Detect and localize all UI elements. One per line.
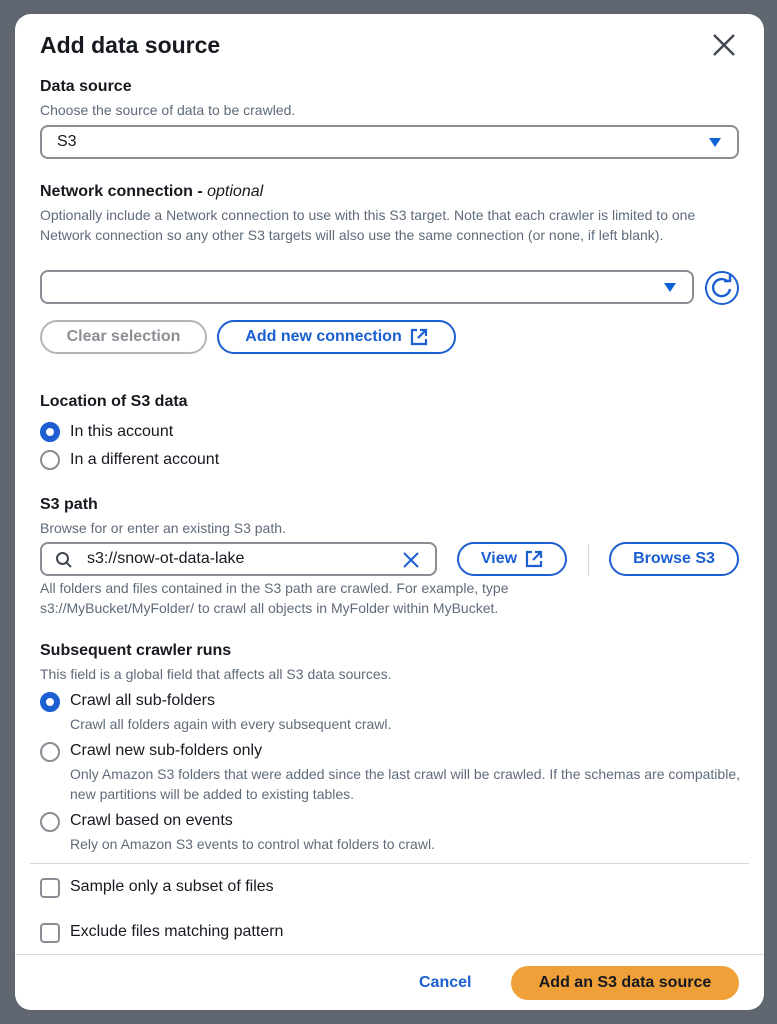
external-link-icon [410,328,428,346]
view-button[interactable] [457,542,567,576]
location-label: Location of S3 data [40,393,188,410]
radio-crawl-events[interactable] [40,812,60,832]
caret-down-icon [664,283,676,292]
browse-s3-button[interactable] [609,542,739,576]
checkbox-sample-subset[interactable] [40,878,60,898]
radio-description: Crawl all folders again with every subsequent crawl. [70,716,392,732]
divider [30,863,749,864]
radio-label: Crawl new sub-folders only [70,742,263,759]
network-label-text: Network connection - [40,183,208,200]
checkbox-exclude-pattern[interactable] [40,923,60,943]
s3-path-value: s3://snow-ot-data-lake [87,550,245,567]
divider [588,544,589,576]
cancel-button[interactable]: Cancel [419,974,472,991]
view-label: View [480,550,518,567]
external-link-icon [525,550,543,568]
add-s3-data-source-button[interactable]: Add an S3 data source [511,966,739,1000]
subsequent-runs-description: This field is a global field that affects all S3 data sources. [40,666,392,682]
network-connection-select[interactable] [40,270,694,304]
radio-different-account[interactable] [40,450,60,470]
network-connection-label [40,183,263,201]
clear-selection-label: Clear selection [66,328,181,345]
refresh-icon[interactable] [704,270,740,306]
search-icon [55,551,73,569]
browse-s3-label: Browse S3 [633,550,715,567]
checkbox-label: Sample only a subset of files [70,878,274,895]
radio-label: Crawl based on events [70,812,233,829]
network-connection-description: Optionally include a Network connection to use with this S3 target. Note that each crawler is limited to one Network connection so any other S3 targets will also use the same connection (or none, if left blank). [40,207,696,243]
radio-description: Rely on Amazon S3 events to control what folders to crawl. [70,836,435,852]
data-source-value: S3 [57,133,77,150]
clear-selection-button[interactable] [40,320,207,354]
radio-label: In this account [70,423,174,440]
radio-crawl-all[interactable] [40,692,60,712]
footer-divider [15,954,764,955]
checkbox-label: Exclude files matching pattern [70,923,284,940]
s3-path-input[interactable] [40,542,437,576]
radio-label: Crawl all sub-folders [70,692,215,709]
s3-path-hint: All folders and files contained in the S3 path are crawled. For example, type s3://MyBucket/MyFolder/ to crawl all objects in MyFolder within MyBucket. [40,580,509,616]
caret-down-icon [709,138,721,147]
radio-crawl-new[interactable] [40,742,60,762]
close-icon[interactable] [711,32,737,58]
clear-icon[interactable] [402,551,420,569]
data-source-select[interactable] [40,125,739,159]
subsequent-runs-label: Subsequent crawler runs [40,642,232,659]
add-new-connection-label: Add new connection [245,328,402,345]
radio-label: In a different account [70,451,220,468]
add-new-connection-button[interactable] [217,320,456,354]
data-source-description: Choose the source of data to be crawled. [40,102,296,118]
modal-title: Add data source [40,32,221,58]
radio-description: Only Amazon S3 folders that were added since the last crawl will be crawled. If the schemas are compatible, new partitions will be added to existing tables. [70,766,740,802]
s3-path-label: S3 path [40,496,98,513]
add-data-source-modal [15,14,764,1010]
radio-in-this-account[interactable] [40,422,60,442]
optional-label: optional [207,183,264,200]
data-source-label: Data source [40,78,132,95]
s3-path-description: Browse for or enter an existing S3 path. [40,520,286,536]
